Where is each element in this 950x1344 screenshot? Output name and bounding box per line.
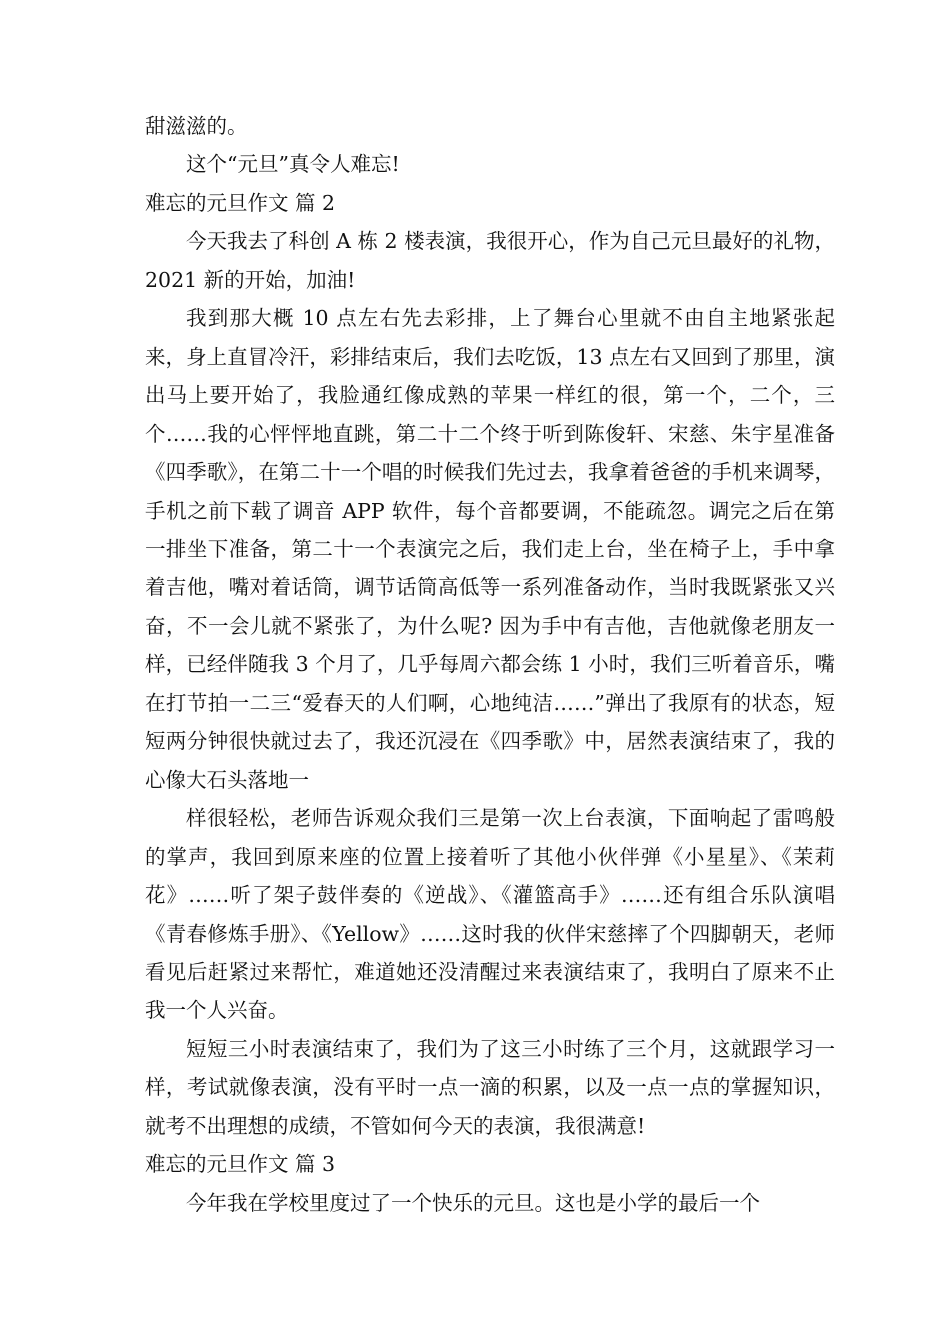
section-heading-2: 难忘的元旦作文 篇 2 [145,190,336,215]
essay-body [145,107,835,1222]
paragraph: 我到那大概 10 点左右先去彩排，上了舞台心里就不由自主地紧张起来，身上直冒冷汗，彩排结束后，我们去吃饭，13 点左右又回到了那里，演出马上要开始了，我脸通红像成熟的苹果一样红的很，第一个，二个，三个……我的心怦怦地直跳，第二十二个终于听到陈俊轩、宋慈、朱宇星准备《四季歌》，在第二十一个唱的时候我们先过去，我拿着爸爸的手机来调琴，手机之前下载了调音 APP 软件，每个音都要调，不能疏忽。调完之后在第一排坐下准备，第二十一个表演完之后，我们走上台，坐在椅子上，手中拿着吉他，嘴对着话筒，调节话筒高低等一系列准备动作，当时我既紧张又兴奋，不一会儿就不紧张了，为什么呢? 因为手中有吉他，吉他就像老朋友一样，已经伴随我 3 个月了，几乎每周六都会练 1 小时，我们三听着音乐，嘴在打节拍一二三“爱春天的人们啊，心地纯洁……”弹出了我原有的状态，短短两分钟很快就过去了，我还沉浸在《四季歌》中，居然表演结束了，我的心像大石头落地一 [145,306,835,792]
paragraph: 今年我在学校里度过了一个快乐的元旦。这也是小学的最后一个 [186,1190,760,1215]
section-heading-3: 难忘的元旦作文 篇 3 [145,1152,336,1177]
paragraph: 短短三小时表演结束了，我们为了这三小时练了三个月，这就跟学习一样，考试就像表演，没有平时一点一滴的积累，以及一点一点的掌握知识，就考不出理想的成绩，不管如何今天的表演，我很满意! [145,1036,835,1138]
paragraph: 今天我去了科创 A 栋 2 楼表演，我很开心，作为自己元旦最好的礼物，2021 新的开始，加油! [145,229,835,292]
paragraph: 这个“元旦”真令人难忘! [186,152,400,177]
paragraph-continued: 甜滋滋的。 [145,114,248,138]
paragraph: 样很轻松，老师告诉观众我们三是第一次上台表演，下面响起了雷鸣般的掌声，我回到原来座的位置上接着听了其他小伙伴弹《小星星》、《茉莉花》……听了架子鼓伴奏的《逆战》、《灌篮高手》……还有组合乐队演唱《青春修炼手册》、《Yellow》……这时我的伙伴宋慈摔了个四脚朝天，老师看见后赶紧过来帮忙，难道她还没清醒过来表演结束了，我明白了原来不止我一个人兴奋。 [145,806,835,1023]
